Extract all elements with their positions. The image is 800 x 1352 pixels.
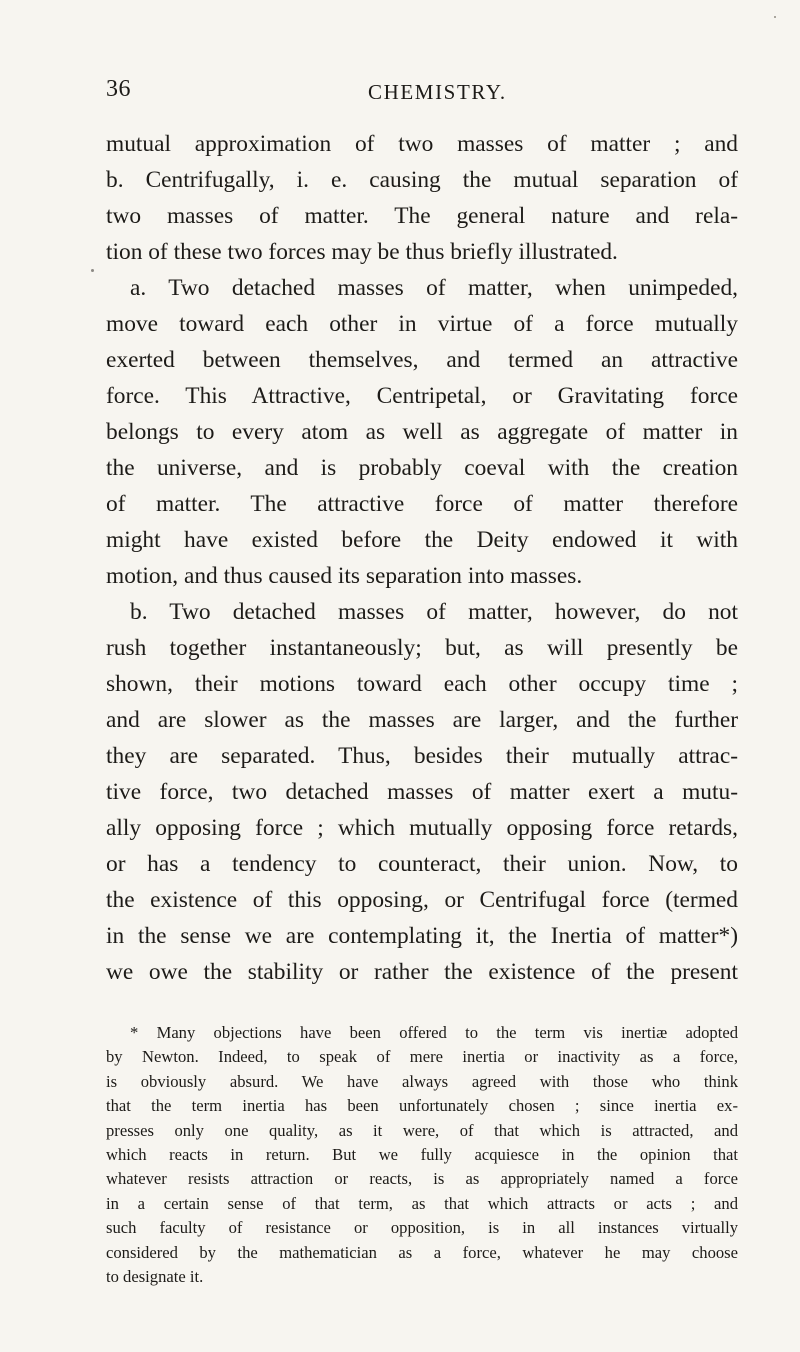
text-line: a. Two detached masses of matter, when unimpeded,: [130, 275, 738, 301]
footnote-line: such faculty of resistance or opposition, is in all instances virtually: [106, 1218, 738, 1238]
footnote-line: to designate it.: [106, 1266, 204, 1286]
footnote-line: considered by the mathematician as a force, whatever he may choose: [106, 1242, 738, 1262]
text-line: of matter. The attractive force of matter therefore: [106, 491, 738, 517]
text-line: might have existed before the Deity endowed it with: [106, 527, 738, 553]
main-text: [106, 126, 738, 990]
text-line: two masses of matter. The general nature and rela-: [106, 203, 738, 229]
text-line: or has a tendency to counteract, their union. Now, to: [106, 851, 738, 877]
running-head: [0, 76, 800, 112]
text-line: ally opposing force ; which mutually opposing force retards,: [106, 815, 738, 841]
text-line: the universe, and is probably coeval with the creation: [106, 455, 738, 481]
text-line: tive force, two detached masses of matter exert a mutu-: [106, 779, 738, 805]
text-line: they are separated. Thus, besides their mutually attrac-: [106, 743, 738, 769]
text-line: in the sense we are contemplating it, the Inertia of matter*): [106, 923, 738, 949]
footnote-line: whatever resists attraction or reacts, is as appropriately named a force: [106, 1169, 738, 1189]
paper-speck: [774, 16, 776, 18]
footnote-line: by Newton. Indeed, to speak of mere inertia or inactivity as a force,: [106, 1047, 738, 1067]
running-title: CHEMISTRY.: [368, 80, 507, 104]
footnote-line: which reacts in return. But we fully acquiesce in the opinion that: [106, 1144, 738, 1164]
text-line: exerted between themselves, and termed an attractive: [106, 347, 738, 373]
text-line: force. This Attractive, Centripetal, or Gravitating force: [106, 383, 738, 409]
page-number: 36: [106, 76, 131, 102]
footnote-line: presses only one quality, as it were, of that which is attracted, and: [106, 1120, 738, 1140]
text-line: move toward each other in virtue of a force mutually: [106, 311, 738, 337]
text-line: belongs to every atom as well as aggregate of matter in: [106, 419, 738, 445]
text-line: b. Centrifugally, i. e. causing the mutual separation of: [106, 167, 738, 193]
text-line: motion, and thus caused its separation into masses.: [106, 563, 583, 589]
text-line: mutual approximation of two masses of matter ; and: [106, 131, 738, 157]
footnote-line: is obviously absurd. We have always agreed with those who think: [106, 1071, 738, 1091]
text-line: the existence of this opposing, or Centrifugal force (termed: [106, 887, 738, 913]
footnote-line: that the term inertia has been unfortunately chosen ; since inertia ex-: [106, 1096, 738, 1116]
text-line: rush together instantaneously; but, as will presently be: [106, 635, 738, 661]
footnote: [106, 1021, 738, 1289]
text-line: shown, their motions toward each other occupy time ;: [106, 671, 738, 697]
text-line: we owe the stability or rather the existence of the present: [106, 959, 738, 985]
ink-spot: [91, 269, 94, 272]
footnote-line: in a certain sense of that term, as that which attracts or acts ; and: [106, 1193, 738, 1213]
text-line: tion of these two forces may be thus briefly illustrated.: [106, 239, 618, 265]
text-line: b. Two detached masses of matter, however, do not: [130, 599, 738, 625]
footnote-line: * Many objections have been offered to the term vis inertiæ adopted: [130, 1023, 738, 1042]
text-line: and are slower as the masses are larger, and the further: [106, 707, 738, 733]
